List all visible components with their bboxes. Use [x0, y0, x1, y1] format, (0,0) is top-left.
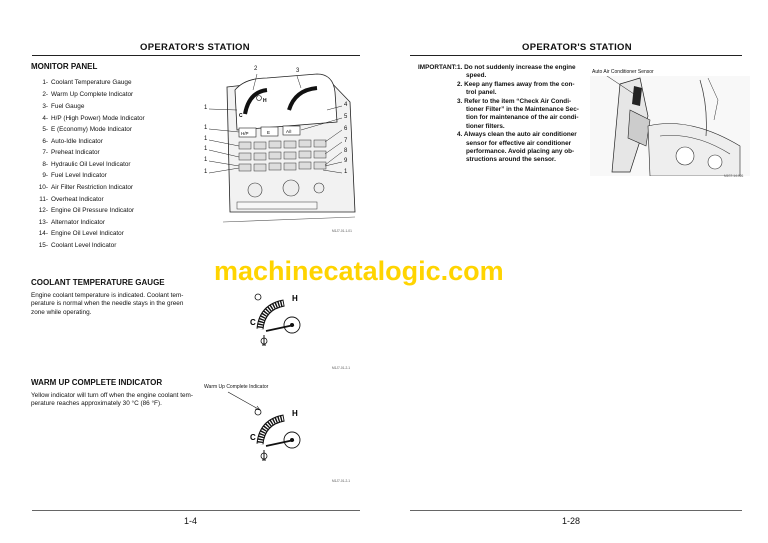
right-page-number: 1-28: [562, 516, 581, 526]
warm-up-title: WARM UP COMPLETE INDICATOR: [31, 378, 163, 387]
callout-2: 2: [254, 66, 258, 72]
left-footer-rule: [32, 510, 360, 511]
watermark: machinecatalogic.com: [214, 256, 504, 286]
panel-label-hp: H/P: [241, 131, 249, 136]
callout-left-3: 1: [204, 136, 208, 142]
gauge-h-label: H: [292, 294, 298, 303]
list-item: 9- Fuel Level Indicator: [42, 172, 107, 179]
callout-4: 4: [344, 102, 348, 108]
coolant-gauge-figure: [250, 285, 320, 350]
panel-label-h: H: [263, 98, 267, 104]
list-item: 5- E (Economy) Mode Indicator: [42, 126, 132, 133]
list-item: 8- Hydraulic Oil Level Indicator: [42, 161, 131, 168]
callout-7: 7: [344, 138, 348, 144]
coolant-gauge-text: Engine coolant temperature is indicated. Coolant tem- perature is normal when the needle stays in the green zone while operating.: [31, 292, 184, 316]
coolant-gauge-title: COOLANT TEMPERATURE GAUGE: [31, 278, 165, 287]
coolant-fig-code: M1J7-01-2-1: [332, 366, 351, 370]
right-page-header: OPERATOR'S STATION: [522, 42, 632, 53]
sensor-figure: [590, 76, 750, 176]
important-item: 2. Keep any flames away from the con- trol panel.: [457, 80, 575, 97]
list-item: 10- Air Filter Restriction Indicator: [38, 184, 134, 191]
monitor-panel-title: MONITOR PANEL: [31, 62, 98, 71]
important-item: 1. Do not suddenly increase the engine speed.: [457, 64, 576, 80]
callout-right-1: 1: [344, 169, 348, 175]
important-item: 4. Always clean the auto air conditioner sensor for effective air conditioner performance. Avoid placing any ob- structions around the sensor.: [457, 131, 577, 164]
callout-left-5: 1: [204, 157, 208, 163]
callout-left-6: 1: [204, 169, 208, 175]
list-item: 12- Engine Oil Pressure Indicator: [38, 207, 135, 214]
sensor-fig-code: M1S7-14-026: [724, 174, 744, 178]
important-list: [457, 64, 579, 165]
callout-left-4: 1: [204, 146, 208, 152]
gauge-c-label: C: [250, 318, 256, 327]
list-item: 15- Coolant Level Indicator: [38, 242, 117, 249]
warm-up-gauge-figure: [250, 400, 320, 465]
callout-3: 3: [296, 68, 300, 74]
sensor-callout: Auto Air Conditioner Sensor: [592, 69, 654, 75]
panel-label-e: E: [267, 130, 271, 135]
callout-left-1: 1: [204, 105, 208, 111]
right-header-rule: [410, 55, 742, 56]
list-item: 2- Warm Up Complete Indicator: [42, 91, 134, 98]
list-item: 3- Fuel Gauge: [42, 103, 85, 110]
callout-9: 9: [344, 158, 348, 164]
callout-8: 8: [344, 148, 348, 154]
callout-6: 6: [344, 126, 348, 132]
warm-up-text: Yellow indicator will turn off when the engine coolant tem- perature reaches approximately 30 °C (86 °F).: [31, 392, 193, 408]
list-item: 11- Overheat Indicator: [39, 196, 104, 203]
left-page-number: 1-4: [184, 516, 198, 526]
right-footer-rule: [410, 510, 742, 511]
warm-up-callout: Warm Up Complete Indicator: [204, 384, 269, 390]
list-item: 1- Coolant Temperature Gauge: [42, 79, 132, 86]
important-item: 3. Refer to the item “Check Air Condi- tioner Filter” in the Maintenance Sec- tion for maintenance of the air condi- tioner filters.: [457, 97, 579, 130]
important-label: IMPORTANT:: [418, 64, 457, 71]
panel-label-ai: A/I: [286, 129, 292, 134]
left-page-header: OPERATOR'S STATION: [140, 42, 250, 53]
list-item: 4- H/P (High Power) Mode Indicator: [42, 115, 145, 122]
warm-up-fig-code: M1J7-01-2-1: [332, 479, 351, 483]
callout-5: 5: [344, 114, 348, 120]
left-header-rule: [32, 55, 360, 56]
list-item: 13- Alternator Indicator: [38, 219, 105, 226]
gauge-c-label: C: [250, 433, 256, 442]
list-item: 6- Auto-Idle Indicator: [42, 138, 103, 145]
list-item: 14- Engine Oil Level Indicator: [38, 230, 124, 237]
list-item: 7- Preheat Indicator: [42, 149, 100, 156]
monitor-panel-figure: [205, 62, 360, 232]
callout-left-2: 1: [204, 125, 208, 131]
monitor-fig-code: M1J7-01-1-01: [332, 229, 352, 233]
gauge-h-label: H: [292, 409, 298, 418]
panel-label-c: C: [239, 113, 243, 119]
